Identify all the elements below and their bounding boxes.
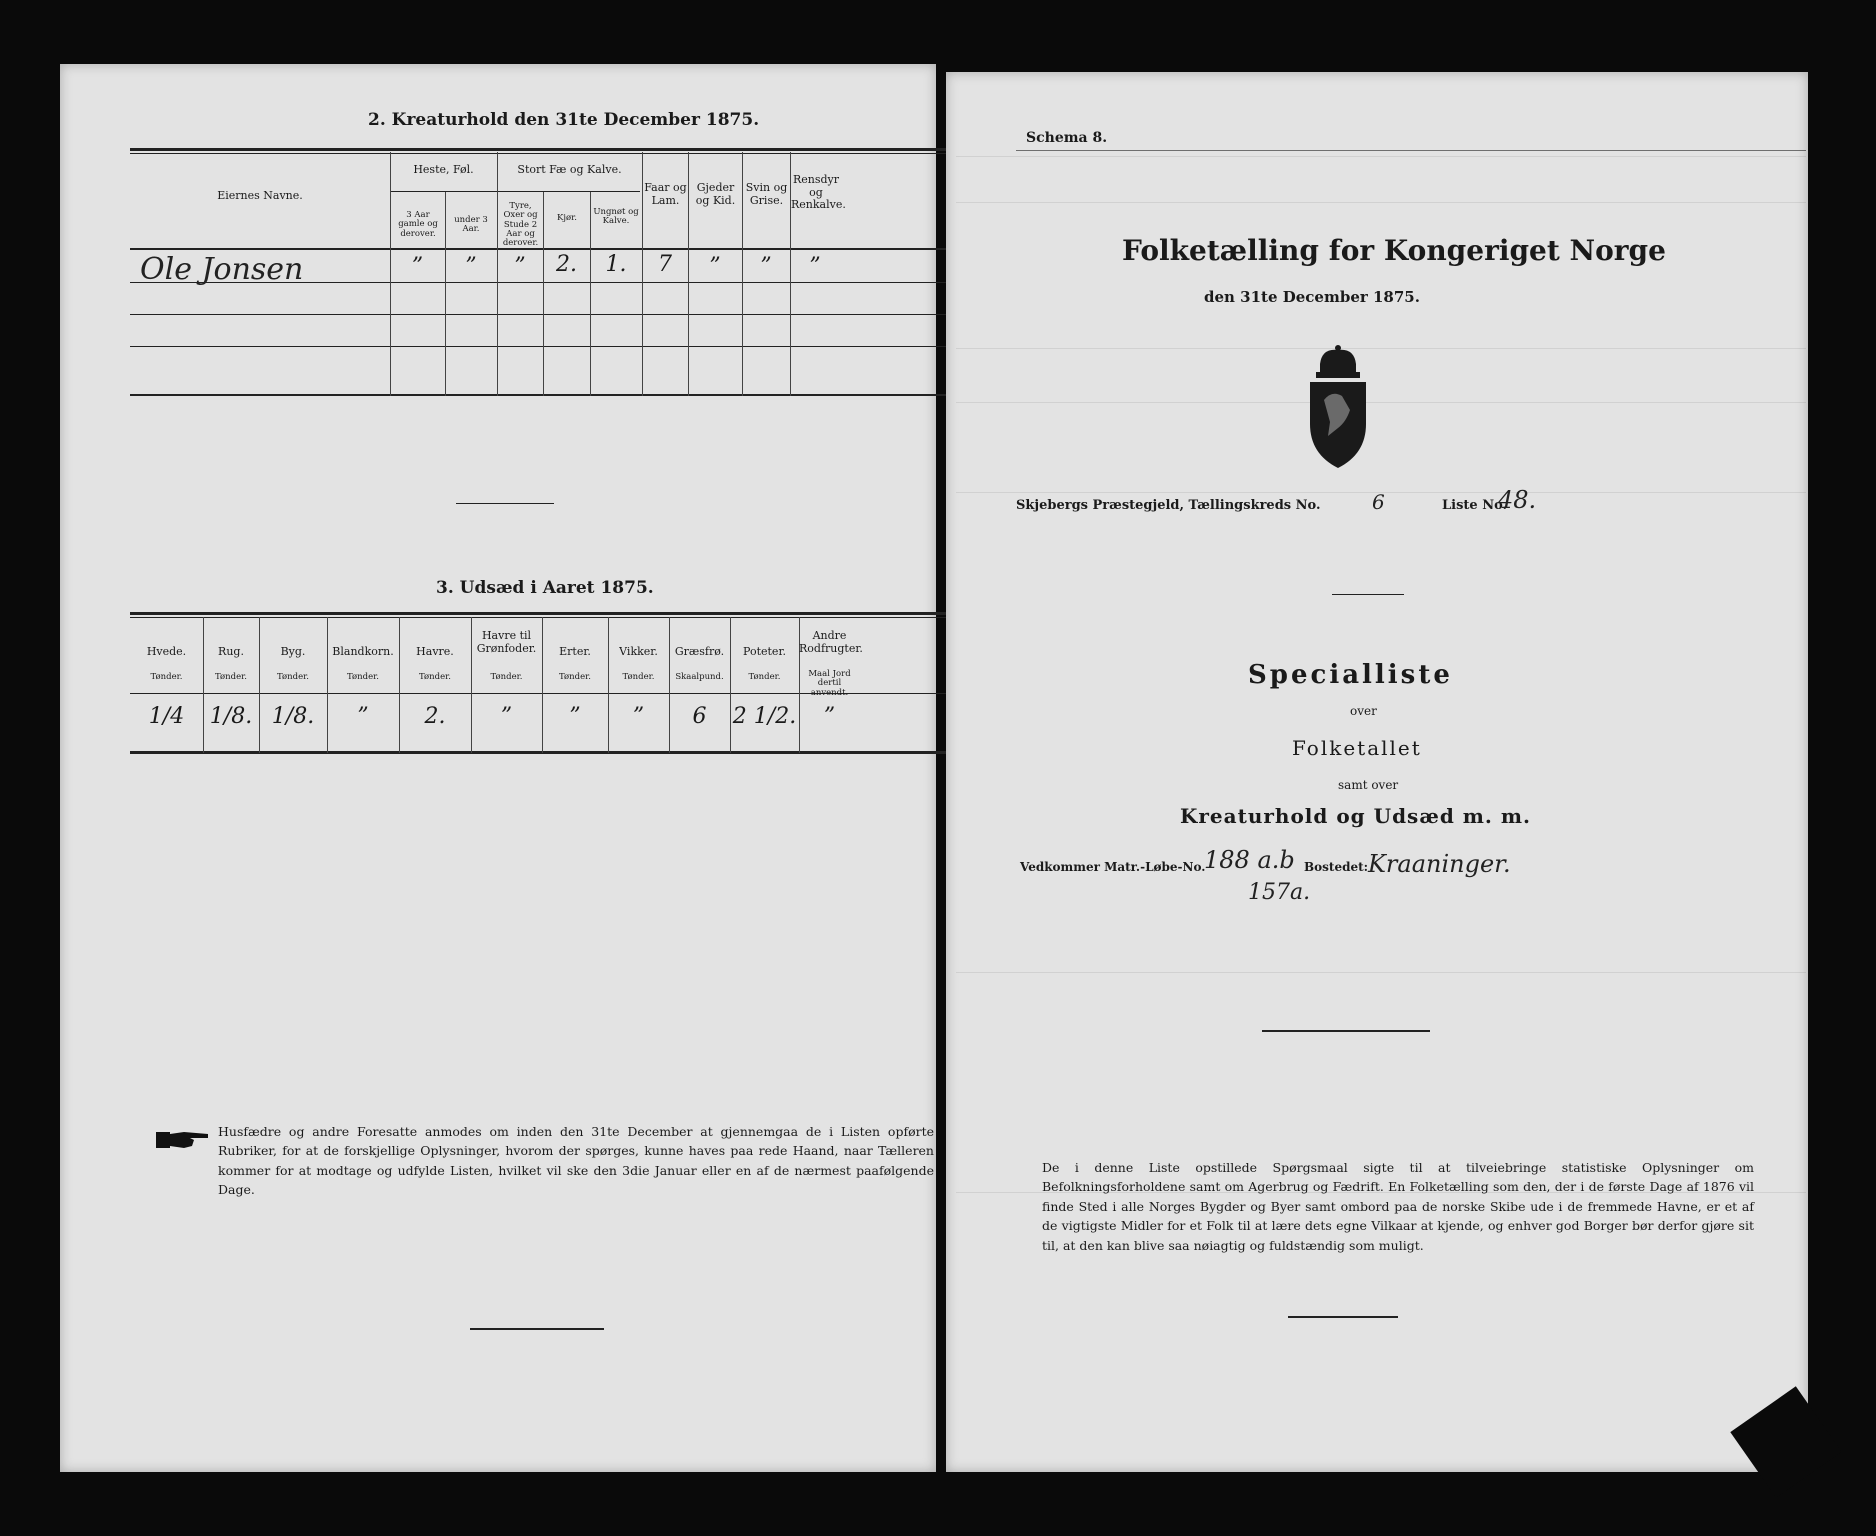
- pointing-hand-icon: [154, 1126, 212, 1152]
- crop-unit: Tønder.: [277, 672, 309, 682]
- table3-column-rule: [730, 617, 731, 753]
- table3-column-rule: [203, 617, 204, 753]
- header-sheep: Faar og Lam.: [644, 181, 687, 207]
- header-horses: Heste, Føl.: [413, 163, 474, 176]
- over-label: over: [1350, 704, 1377, 718]
- header-horses-old: 3 Aar gamle og derover.: [398, 210, 438, 239]
- crop-unit: Skaalpund.: [675, 672, 724, 682]
- crop-unit: Tønder.: [559, 672, 591, 682]
- crop-header: Erter.: [559, 645, 591, 658]
- value-horses-old: ”: [411, 254, 424, 279]
- binder-clip: [1730, 1386, 1841, 1497]
- table3-column-rule: [542, 617, 543, 753]
- folketallet-label: Folketallet: [1292, 736, 1422, 760]
- table3-column-rule: [608, 617, 609, 753]
- kreaturhold-label: Kreaturhold og Udsæd m. m.: [1180, 804, 1531, 828]
- crop-value: 6: [692, 704, 707, 729]
- crop-unit: Tønder.: [419, 672, 451, 682]
- matr-value-2: 157a.: [1248, 880, 1311, 905]
- header-horses-young: under 3 Aar.: [454, 215, 488, 235]
- crop-value: ”: [632, 704, 645, 729]
- table2-bottom-rule: [130, 394, 990, 396]
- parish-label: Skjebergs Præstegjeld, Tællingskreds No.: [1016, 498, 1321, 513]
- header-cattle-young: Ungnøt og Kalve.: [593, 207, 639, 227]
- crop-unit: Tønder.: [748, 672, 781, 682]
- header-pigs: Svin og Grise.: [745, 181, 788, 207]
- divider-2: [470, 1328, 604, 1330]
- value-horses-young: ”: [465, 254, 477, 279]
- header-cattle-bulls: Tyre, Oxer og Stude 2 Aar og derover.: [502, 201, 539, 249]
- crop-unit: Tønder.: [622, 672, 655, 682]
- crop-header: Blandkorn.: [332, 645, 394, 658]
- crop-value: 2 1/2.: [732, 704, 797, 729]
- header-cattle: Stort Fæ og Kalve.: [517, 163, 622, 176]
- notice-text: Husfædre og andre Foresatte anmodes om inden den 31te December at gjennemgaa de i Listen opførte Rubriker, for at de forskjellige Oplysninger, hvorom der spørges, kunne haves paa rede Haand, naar Tælleren kommer for at modtage og udfylde Listen, hvilket vil ske den 3die Januar eller en af de nærmest paafølgende Dage.: [218, 1124, 934, 1198]
- header-goats: Gjeder og Kid.: [695, 181, 736, 207]
- crop-value: 2.: [424, 704, 446, 729]
- crop-value: ”: [823, 704, 836, 729]
- crop-header: Byg.: [280, 645, 306, 658]
- crop-unit: Tønder.: [215, 672, 247, 682]
- owner-name: Ole Jonsen: [140, 252, 304, 287]
- table2-header-rule: [130, 248, 990, 250]
- value-cattle-bulls: ”: [514, 254, 526, 279]
- header-cattle-cows: Kjør.: [557, 213, 577, 223]
- crop-value: ”: [357, 704, 369, 729]
- left-page: [60, 64, 936, 1472]
- table3-column-rule: [669, 617, 670, 753]
- district-no: 6: [1372, 490, 1385, 514]
- list-label: Liste No.: [1442, 498, 1508, 513]
- table3-top-rule: [130, 612, 992, 615]
- value-cattle-young: 1.: [605, 252, 627, 277]
- section2-title: 2. Kreaturhold den 31te December 1875.: [368, 110, 760, 130]
- crop-header: Vikker.: [619, 645, 658, 658]
- crop-unit: Tønder.: [347, 672, 379, 682]
- bosted-value: Kraaninger.: [1368, 850, 1511, 878]
- crop-value: 1/8.: [209, 704, 253, 729]
- crop-header: Græsfrø.: [674, 645, 725, 658]
- matr-label: Vedkommer Matr.-Løbe-No.: [1020, 860, 1206, 874]
- coat-of-arms-icon: [1302, 344, 1374, 470]
- header-names: Eiernes Navne.: [217, 189, 303, 202]
- crop-value: ”: [500, 704, 513, 729]
- table3-column-rule: [259, 617, 260, 753]
- divider-4: [1262, 1030, 1430, 1032]
- crop-header: Hvede.: [146, 645, 187, 658]
- crop-unit: Tønder.: [490, 672, 523, 682]
- crop-header: Poteter.: [743, 645, 786, 658]
- crop-unit: Maal Jord dertil anvendt.: [808, 669, 851, 698]
- crop-unit: Tønder.: [150, 672, 183, 682]
- value-goats: ”: [709, 254, 721, 279]
- section3-title: 3. Udsæd i Aaret 1875.: [436, 578, 654, 598]
- header-reindeer: Rensdyr og Renkalve.: [791, 173, 846, 212]
- samt-over-label: samt over: [1338, 778, 1399, 792]
- crop-value: ”: [569, 704, 581, 729]
- value-cattle-cows: 2.: [556, 252, 577, 277]
- list-no: 48.: [1498, 486, 1537, 514]
- table3-column-rule: [399, 617, 400, 753]
- value-pigs: ”: [760, 254, 772, 279]
- crop-header: Rug.: [218, 645, 244, 658]
- crop-header: Andre Rodfrugter.: [799, 629, 863, 655]
- table2-top-rule: [130, 148, 990, 151]
- divider-5: [1288, 1316, 1398, 1318]
- crop-value: 1/8.: [271, 704, 315, 729]
- crop-header: Havre.: [416, 645, 454, 658]
- table2-top-rule-thin: [130, 153, 990, 154]
- divider-1: [456, 503, 554, 504]
- subtitle: den 31te December 1875.: [1204, 288, 1420, 306]
- schema-label: Schema 8.: [1026, 130, 1108, 146]
- value-sheep: 7: [658, 252, 672, 277]
- crop-header: Havre til Grønfoder.: [476, 629, 537, 655]
- main-title: Folketælling for Kongeriget Norge: [1122, 234, 1666, 267]
- divider-3: [1332, 594, 1404, 595]
- crop-value: 1/4: [148, 704, 185, 729]
- value-reindeer: ”: [809, 254, 821, 279]
- bosted-label: Bostedet:: [1304, 860, 1369, 874]
- right-page: [946, 72, 1808, 1472]
- info-paragraph: De i denne Liste opstillede Spørgsmaal sigte til at tilveiebringe statistiske Oplysninger om Befolkningsforholdene samt om Agerbrug og Fædrift. En Folketælling som den, der i de første Dage af 1876 vil finde Sted i alle Norges Bygder og Byer samt ombord paa de norske Skibe ude i de fremmede Havne, er et af de vigtigste Midler for et Folk til at lære dets egne Vilkaar at kjende, og enhver god Borger bør derfor gjøre sit til, at den kan blive saa nøiagtig og fuldstændig som muligt.: [1042, 1160, 1754, 1253]
- table3-column-rule: [327, 617, 328, 753]
- matr-value: 188 a.b: [1204, 846, 1295, 874]
- special-title: Specialliste: [1248, 660, 1453, 690]
